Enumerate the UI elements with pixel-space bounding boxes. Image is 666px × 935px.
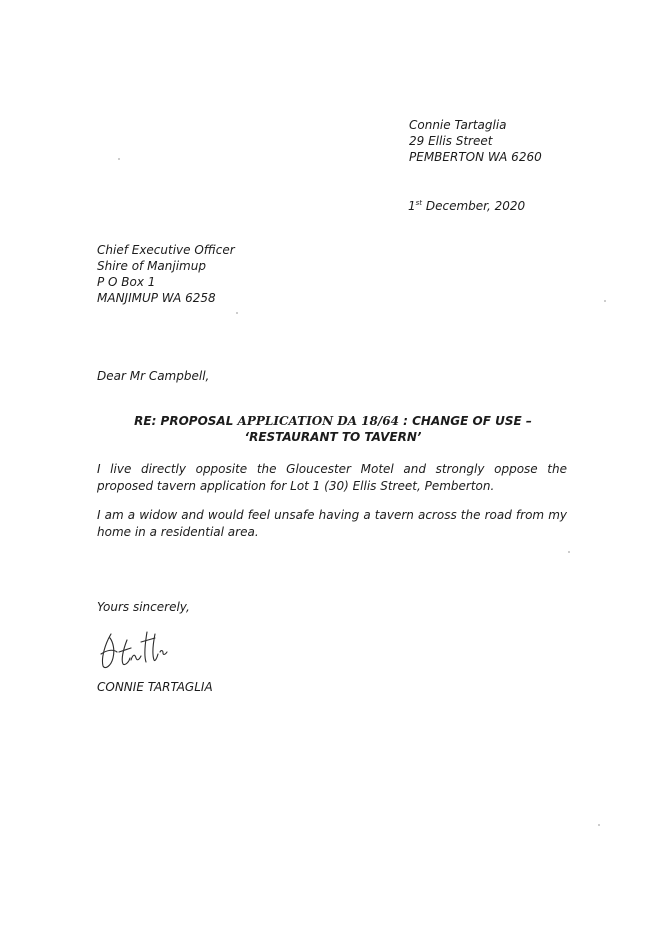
closing: Yours sincerely,: [97, 600, 190, 614]
sender-address: [409, 117, 542, 165]
sender-name: Connie Tartaglia: [409, 118, 507, 132]
recipient-line-2: Shire of Manjimup: [97, 259, 206, 273]
subject-line: [0, 413, 666, 445]
scan-speck: [236, 312, 238, 314]
subject-application: APPLICATION DA 18/64: [237, 414, 399, 428]
salutation: Dear Mr Campbell,: [97, 369, 210, 383]
body-paragraph-2: I am a widow and would feel unsafe having a tavern across the road from my home in a residential area.: [97, 508, 567, 539]
scan-speck: [568, 551, 570, 553]
sender-street: 29 Ellis Street: [409, 134, 493, 148]
signature-name: CONNIE TARTAGLIA: [97, 680, 213, 694]
scan-speck: [604, 300, 606, 302]
recipient-address: [97, 242, 235, 306]
subject-line-2: ‘RESTAURANT TO TAVERN’: [244, 430, 422, 444]
body-paragraph-1: I live directly opposite the Gloucester Motel and strongly oppose the proposed tavern application for Lot 1 (30) Ellis Street, Pemberton.: [97, 462, 567, 493]
recipient-line-4: MANJIMUP WA 6258: [97, 291, 216, 305]
recipient-line-3: P O Box 1: [97, 275, 156, 289]
letter-date: [408, 195, 525, 214]
date-suffix: st: [415, 199, 423, 207]
subject-middle: : CHANGE OF USE –: [398, 414, 532, 428]
signature-image: [97, 622, 187, 674]
scan-speck: [598, 824, 600, 826]
recipient-line-1: Chief Executive Officer: [97, 243, 235, 257]
scan-speck: [118, 158, 120, 160]
date-rest: December, 2020: [422, 199, 526, 213]
subject-prefix: RE: PROPOSAL: [134, 414, 238, 428]
subject-line-1: [0, 413, 666, 429]
date-day: 1: [408, 199, 416, 213]
sender-town: PEMBERTON WA 6260: [409, 150, 542, 164]
